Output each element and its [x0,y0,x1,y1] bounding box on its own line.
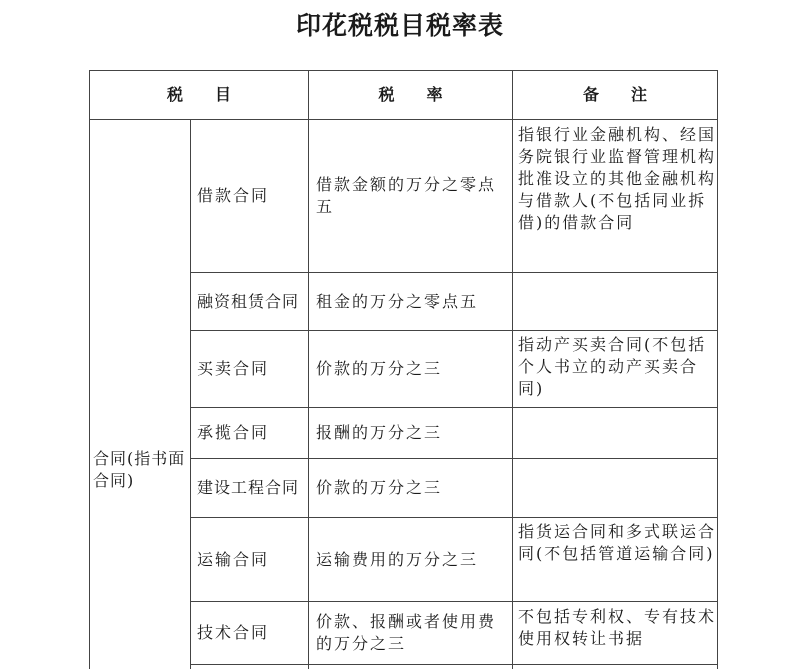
column-divider [190,119,191,669]
item-rate: 借款金额的万分之零点五 [316,175,497,216]
item-note: 指银行业金融机构、经国务院银行业监督管理机构批准设立的其他金融机构与借款人(不包括同业拆借)的借款合同 [518,125,717,232]
header-item: 税 目 [166,85,231,104]
item-rate: 运输费用的万分之三 [316,549,479,569]
category-label: 合同(指书面合同) [93,449,186,490]
item-note: 指动产买卖合同(不包括个人书立的动产买卖合同) [518,335,707,398]
item-note [518,277,716,330]
row-divider [190,664,718,665]
table-border-left [89,70,90,669]
item-name: 技术合同 [197,623,270,642]
item-rate: 报酬的万分之三 [316,423,443,442]
item-rate: 价款的万分之三 [316,478,443,497]
header-rate: 税 率 [378,85,443,104]
item-name: 承揽合同 [197,423,270,442]
header-note: 备 注 [582,85,647,104]
column-divider [308,70,309,669]
page-title: 印花税税目税率表 [295,11,504,40]
item-name: 买卖合同 [197,359,270,378]
item-note [518,463,716,517]
item-note: 不包括专利权、专有技术使用权转让书据 [518,607,717,648]
item-note: 指货运合同和多式联运合同(不包括管道运输合同) [518,522,717,563]
item-name: 借款合同 [197,186,270,205]
item-rate: 价款的万分之三 [316,359,443,378]
table-border-right [717,70,718,669]
item-name: 运输合同 [197,549,270,569]
item-rate: 价款、报酬或者使用费的万分之三 [316,612,497,653]
item-note [518,412,716,458]
item-rate: 租金的万分之零点五 [316,291,479,311]
item-name: 建设工程合同 [197,478,300,497]
column-divider [512,70,513,669]
item-name: 融资租赁合同 [197,291,300,311]
